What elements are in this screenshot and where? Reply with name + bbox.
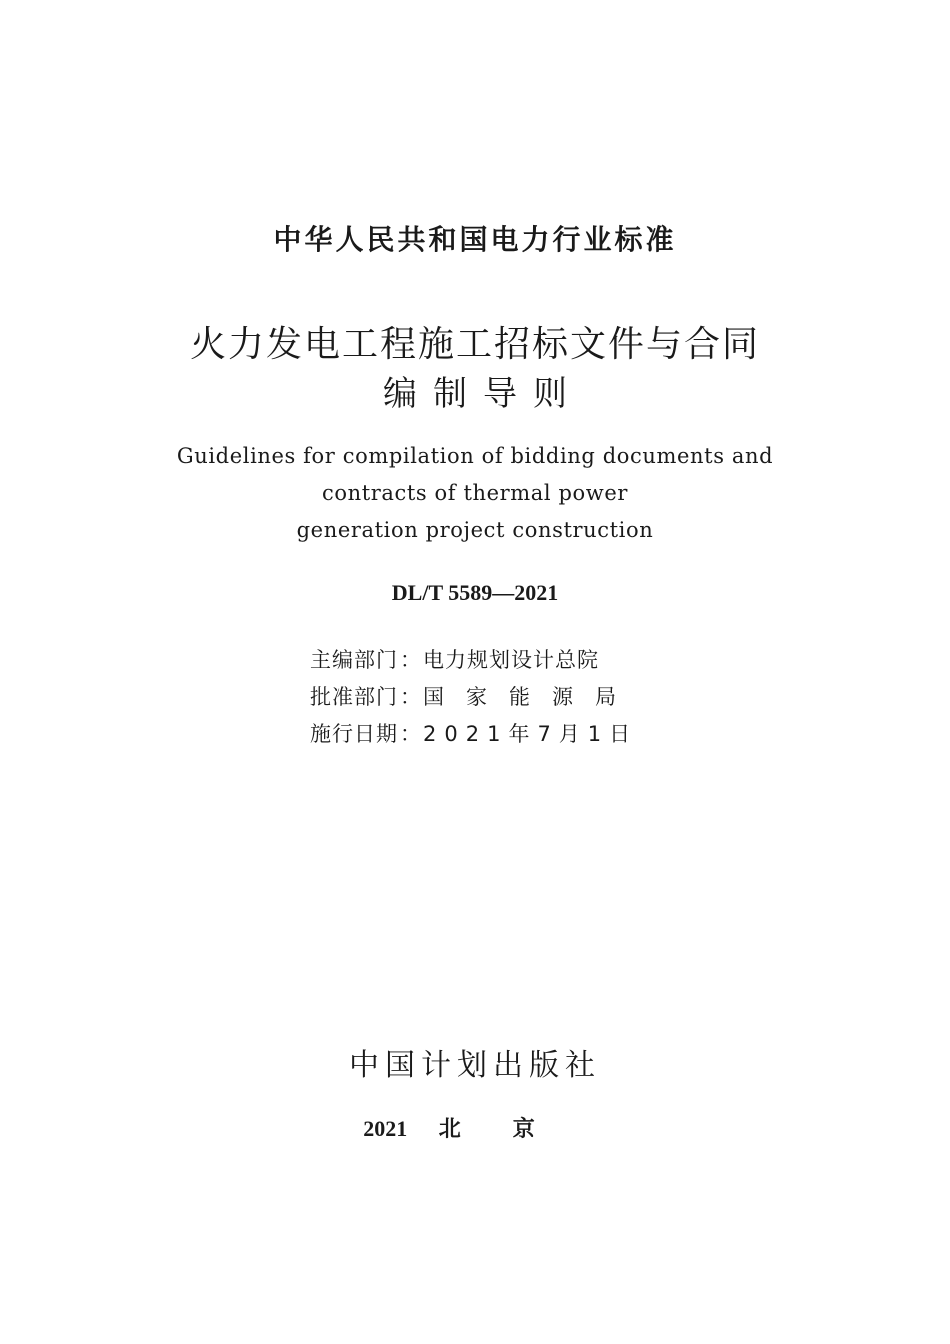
- standard-category: 中华人民共和国电力行业标准: [273, 223, 677, 256]
- publication-city: 北京: [438, 1116, 587, 1141]
- publisher-name: 中国计划出版社: [349, 1048, 601, 1083]
- effective-date-separator: ：: [400, 722, 421, 746]
- english-title-line-1: Guidelines for compilation of bidding documents and: [176, 444, 774, 468]
- chinese-title-line-1: 火力发电工程施工招标文件与合同: [189, 324, 760, 365]
- approver-separator: ：: [400, 685, 421, 709]
- approver-value: 国家能源局: [423, 685, 638, 709]
- editor-separator: ：: [400, 648, 421, 672]
- effective-date-row: [310, 716, 638, 753]
- approver-row: [310, 679, 638, 716]
- english-title-line-3: generation project construction: [296, 518, 654, 542]
- chinese-title-line-2: 编制导则: [383, 374, 583, 414]
- publication-year-city: [0, 1112, 950, 1143]
- editor-row: [310, 642, 638, 679]
- standard-info-block: [310, 642, 638, 753]
- editor-label: 主编部门: [310, 648, 398, 672]
- standard-code: DL/T 5589—2021: [391, 580, 559, 605]
- publication-year: 2021: [363, 1116, 408, 1141]
- editor-value: 电力规划设计总院: [423, 648, 599, 672]
- effective-date-label: 施行日期: [310, 722, 398, 746]
- approver-label: 批准部门: [310, 685, 398, 709]
- effective-date-value: 2021年7月1日: [423, 722, 639, 746]
- english-title-line-2: contracts of thermal power: [321, 481, 629, 505]
